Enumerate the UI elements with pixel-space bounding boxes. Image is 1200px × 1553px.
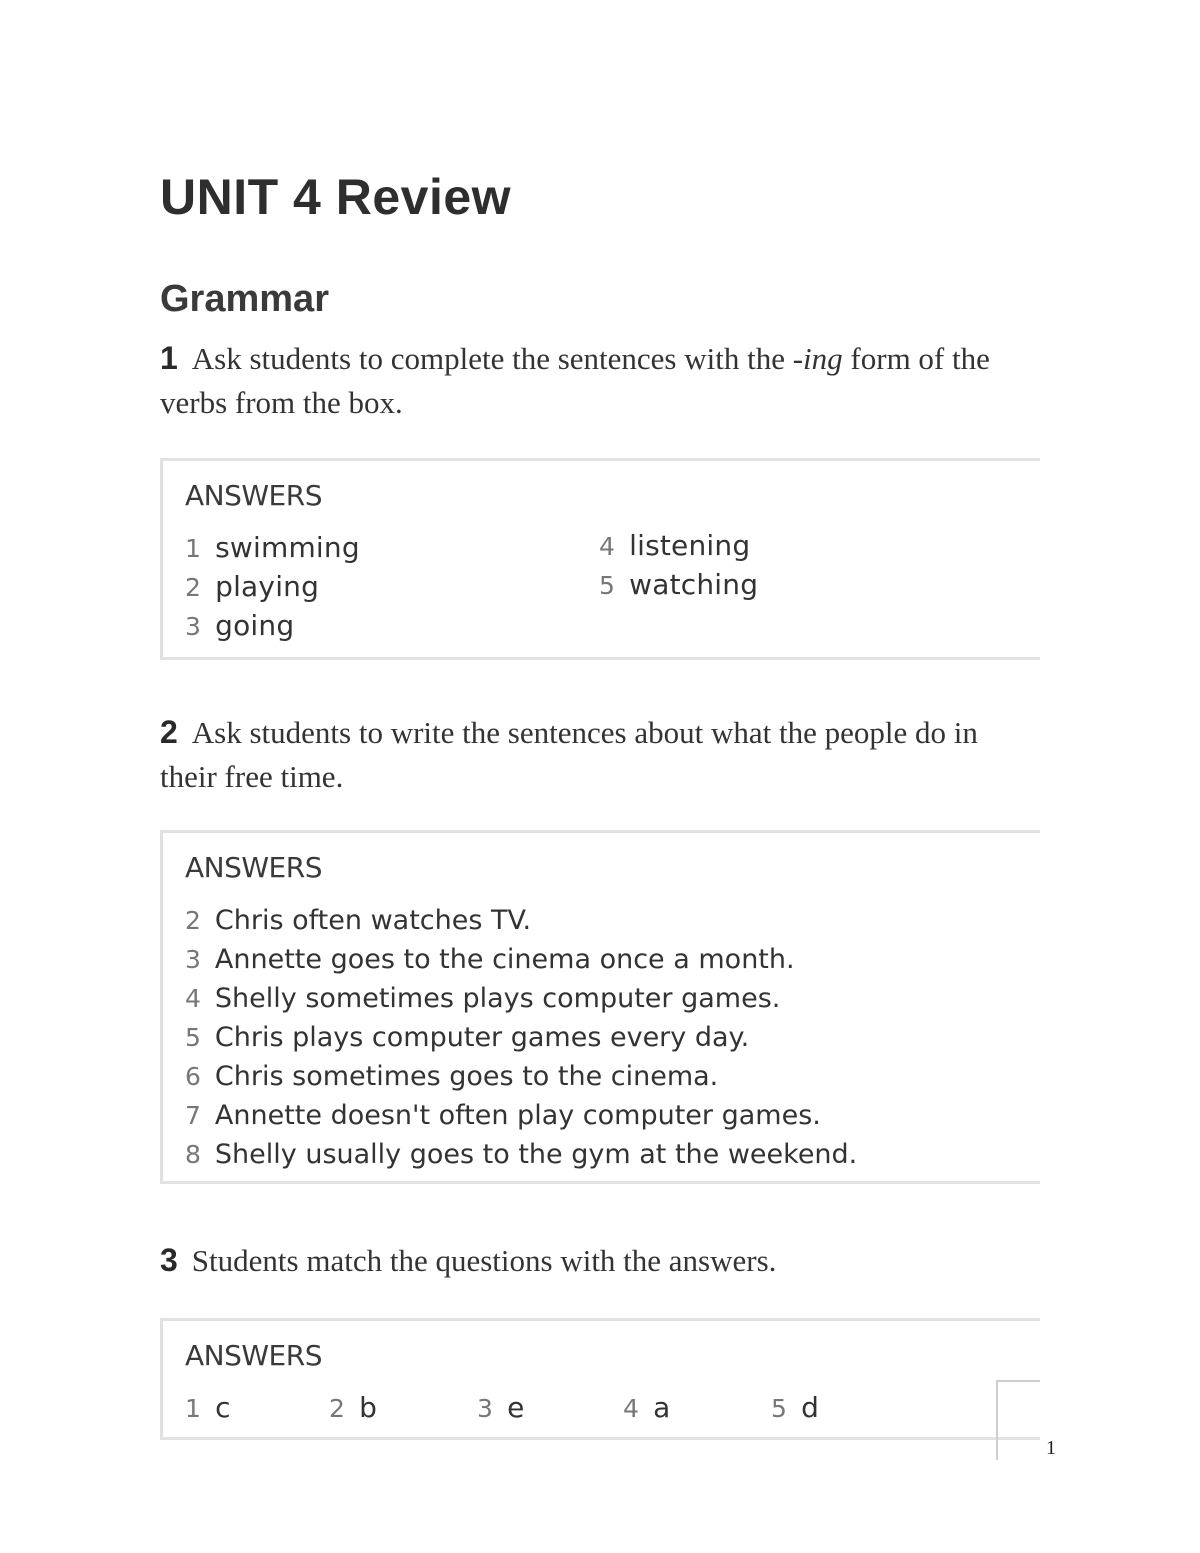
answers-box-2 (160, 830, 1040, 1184)
answers-list (185, 901, 857, 1174)
exercise-number: 3 (160, 1242, 178, 1278)
answer-text: going (215, 609, 295, 642)
instruction-text: Ask students to write the sentences about what the people do in their free time. (160, 715, 978, 794)
answer-number: 4 (623, 1394, 640, 1423)
exercise-1-instruction (160, 336, 1030, 425)
section-heading: Grammar (160, 278, 329, 320)
answers-box-3 (160, 1318, 1040, 1440)
answer-number: 3 (477, 1394, 494, 1423)
answer-number: 8 (185, 1140, 201, 1169)
answer-number: 6 (185, 1062, 201, 1091)
answer-item (185, 979, 857, 1018)
answer-text: a (653, 1391, 671, 1424)
answer-text: Shelly usually goes to the gym at the weekend. (214, 1139, 858, 1170)
answer-item (185, 1018, 857, 1057)
answer-text: Chris often watches TV. (214, 905, 532, 936)
unit-title: UNIT 4 Review (160, 169, 512, 225)
answer-number: 2 (185, 906, 201, 935)
answers-label: ANSWERS (185, 1339, 322, 1372)
answer-text: Annette doesn't often play computer games. (214, 1100, 821, 1131)
answer-item (185, 940, 857, 979)
corner-mark (996, 1380, 1040, 1460)
instruction-italic: -ing (792, 341, 843, 376)
answer-number: 2 (185, 573, 202, 602)
answer-text: Chris plays computer games every day. (214, 1022, 750, 1053)
answer-text: e (507, 1391, 525, 1424)
answer-item (185, 1391, 231, 1424)
answer-text: listening (629, 529, 751, 562)
answer-item (185, 531, 360, 564)
answer-item (599, 568, 758, 601)
answer-number: 5 (599, 571, 616, 600)
answers-label: ANSWERS (185, 479, 322, 512)
answer-item (623, 1391, 670, 1424)
answer-text: playing (215, 570, 320, 603)
answer-text: b (359, 1391, 378, 1424)
answer-text: d (801, 1391, 820, 1424)
answer-item (185, 609, 294, 642)
answer-item (185, 570, 319, 603)
answer-text: Shelly sometimes plays computer games. (214, 983, 781, 1014)
answers-label: ANSWERS (185, 851, 322, 884)
instruction-text: Students match the questions with the answers. (191, 1243, 777, 1278)
exercise-number: 1 (160, 340, 178, 376)
exercise-number: 2 (160, 714, 178, 750)
answer-text: Annette goes to the cinema once a month. (214, 944, 795, 975)
page-number: 1 (1046, 1437, 1056, 1459)
answers-box-1 (160, 458, 1040, 660)
answer-text: watching (629, 568, 759, 601)
answer-item (185, 1135, 857, 1174)
answer-text: c (215, 1391, 231, 1424)
answer-item (477, 1391, 525, 1424)
answer-number: 1 (185, 1394, 202, 1423)
exercise-2-instruction (160, 710, 1030, 799)
answer-item (185, 901, 857, 940)
answer-item (771, 1391, 819, 1424)
answer-number: 7 (185, 1101, 201, 1130)
instruction-text: form of the verbs from the box. (160, 341, 990, 420)
answer-number: 5 (771, 1394, 788, 1423)
instruction-text: Ask students to complete the sentences with the (191, 341, 793, 376)
answer-number: 4 (185, 984, 201, 1013)
answer-text: Chris sometimes goes to the cinema. (214, 1061, 719, 1092)
answer-item (185, 1096, 857, 1135)
answer-number: 3 (185, 945, 201, 974)
answer-number: 1 (185, 534, 202, 563)
answer-number: 4 (599, 532, 616, 561)
answer-text: swimming (215, 531, 360, 564)
answer-number: 3 (185, 612, 202, 641)
exercise-3-instruction (160, 1238, 1030, 1283)
answer-number: 2 (329, 1394, 346, 1423)
answer-number: 5 (185, 1023, 201, 1052)
answer-item (329, 1391, 377, 1424)
answer-item (599, 529, 750, 562)
answer-item (185, 1057, 857, 1096)
